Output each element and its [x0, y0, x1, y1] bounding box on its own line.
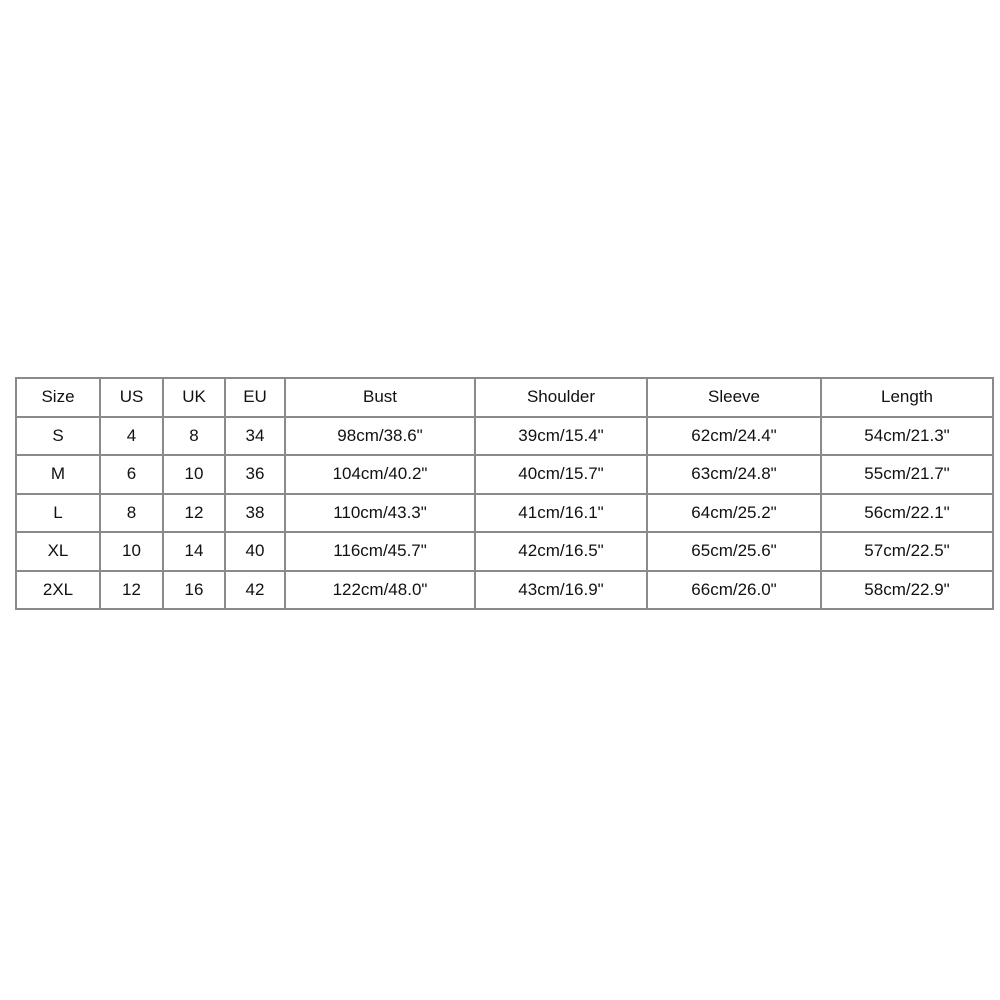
- cell-uk: 14: [163, 532, 225, 571]
- cell-bust: 110cm/43.3": [285, 494, 475, 533]
- cell-bust: 122cm/48.0": [285, 571, 475, 610]
- table-header-row: [16, 378, 993, 417]
- cell-eu: 36: [225, 455, 285, 494]
- header-bust: Bust: [285, 378, 475, 417]
- cell-eu: 42: [225, 571, 285, 610]
- cell-us: 10: [100, 532, 163, 571]
- cell-uk: 12: [163, 494, 225, 533]
- table-row: [16, 494, 993, 533]
- header-us: US: [100, 378, 163, 417]
- cell-uk: 10: [163, 455, 225, 494]
- cell-eu: 34: [225, 417, 285, 456]
- table-row: [16, 417, 993, 456]
- cell-sleeve: 63cm/24.8": [647, 455, 821, 494]
- cell-us: 4: [100, 417, 163, 456]
- cell-shoulder: 40cm/15.7": [475, 455, 647, 494]
- cell-length: 55cm/21.7": [821, 455, 993, 494]
- cell-shoulder: 42cm/16.5": [475, 532, 647, 571]
- cell-length: 54cm/21.3": [821, 417, 993, 456]
- cell-uk: 8: [163, 417, 225, 456]
- cell-size: S: [16, 417, 100, 456]
- cell-eu: 40: [225, 532, 285, 571]
- header-shoulder: Shoulder: [475, 378, 647, 417]
- table-row: [16, 571, 993, 610]
- cell-sleeve: 65cm/25.6": [647, 532, 821, 571]
- header-size: Size: [16, 378, 100, 417]
- size-chart-table: [15, 377, 994, 610]
- cell-shoulder: 43cm/16.9": [475, 571, 647, 610]
- cell-eu: 38: [225, 494, 285, 533]
- cell-bust: 98cm/38.6": [285, 417, 475, 456]
- cell-size: 2XL: [16, 571, 100, 610]
- cell-bust: 104cm/40.2": [285, 455, 475, 494]
- cell-sleeve: 62cm/24.4": [647, 417, 821, 456]
- cell-sleeve: 64cm/25.2": [647, 494, 821, 533]
- table-row: [16, 455, 993, 494]
- cell-size: L: [16, 494, 100, 533]
- cell-sleeve: 66cm/26.0": [647, 571, 821, 610]
- cell-us: 8: [100, 494, 163, 533]
- cell-us: 12: [100, 571, 163, 610]
- cell-length: 58cm/22.9": [821, 571, 993, 610]
- cell-length: 56cm/22.1": [821, 494, 993, 533]
- cell-bust: 116cm/45.7": [285, 532, 475, 571]
- cell-size: M: [16, 455, 100, 494]
- header-sleeve: Sleeve: [647, 378, 821, 417]
- cell-uk: 16: [163, 571, 225, 610]
- cell-size: XL: [16, 532, 100, 571]
- header-length: Length: [821, 378, 993, 417]
- header-uk: UK: [163, 378, 225, 417]
- cell-shoulder: 41cm/16.1": [475, 494, 647, 533]
- cell-shoulder: 39cm/15.4": [475, 417, 647, 456]
- header-eu: EU: [225, 378, 285, 417]
- table-row: [16, 532, 993, 571]
- cell-us: 6: [100, 455, 163, 494]
- cell-length: 57cm/22.5": [821, 532, 993, 571]
